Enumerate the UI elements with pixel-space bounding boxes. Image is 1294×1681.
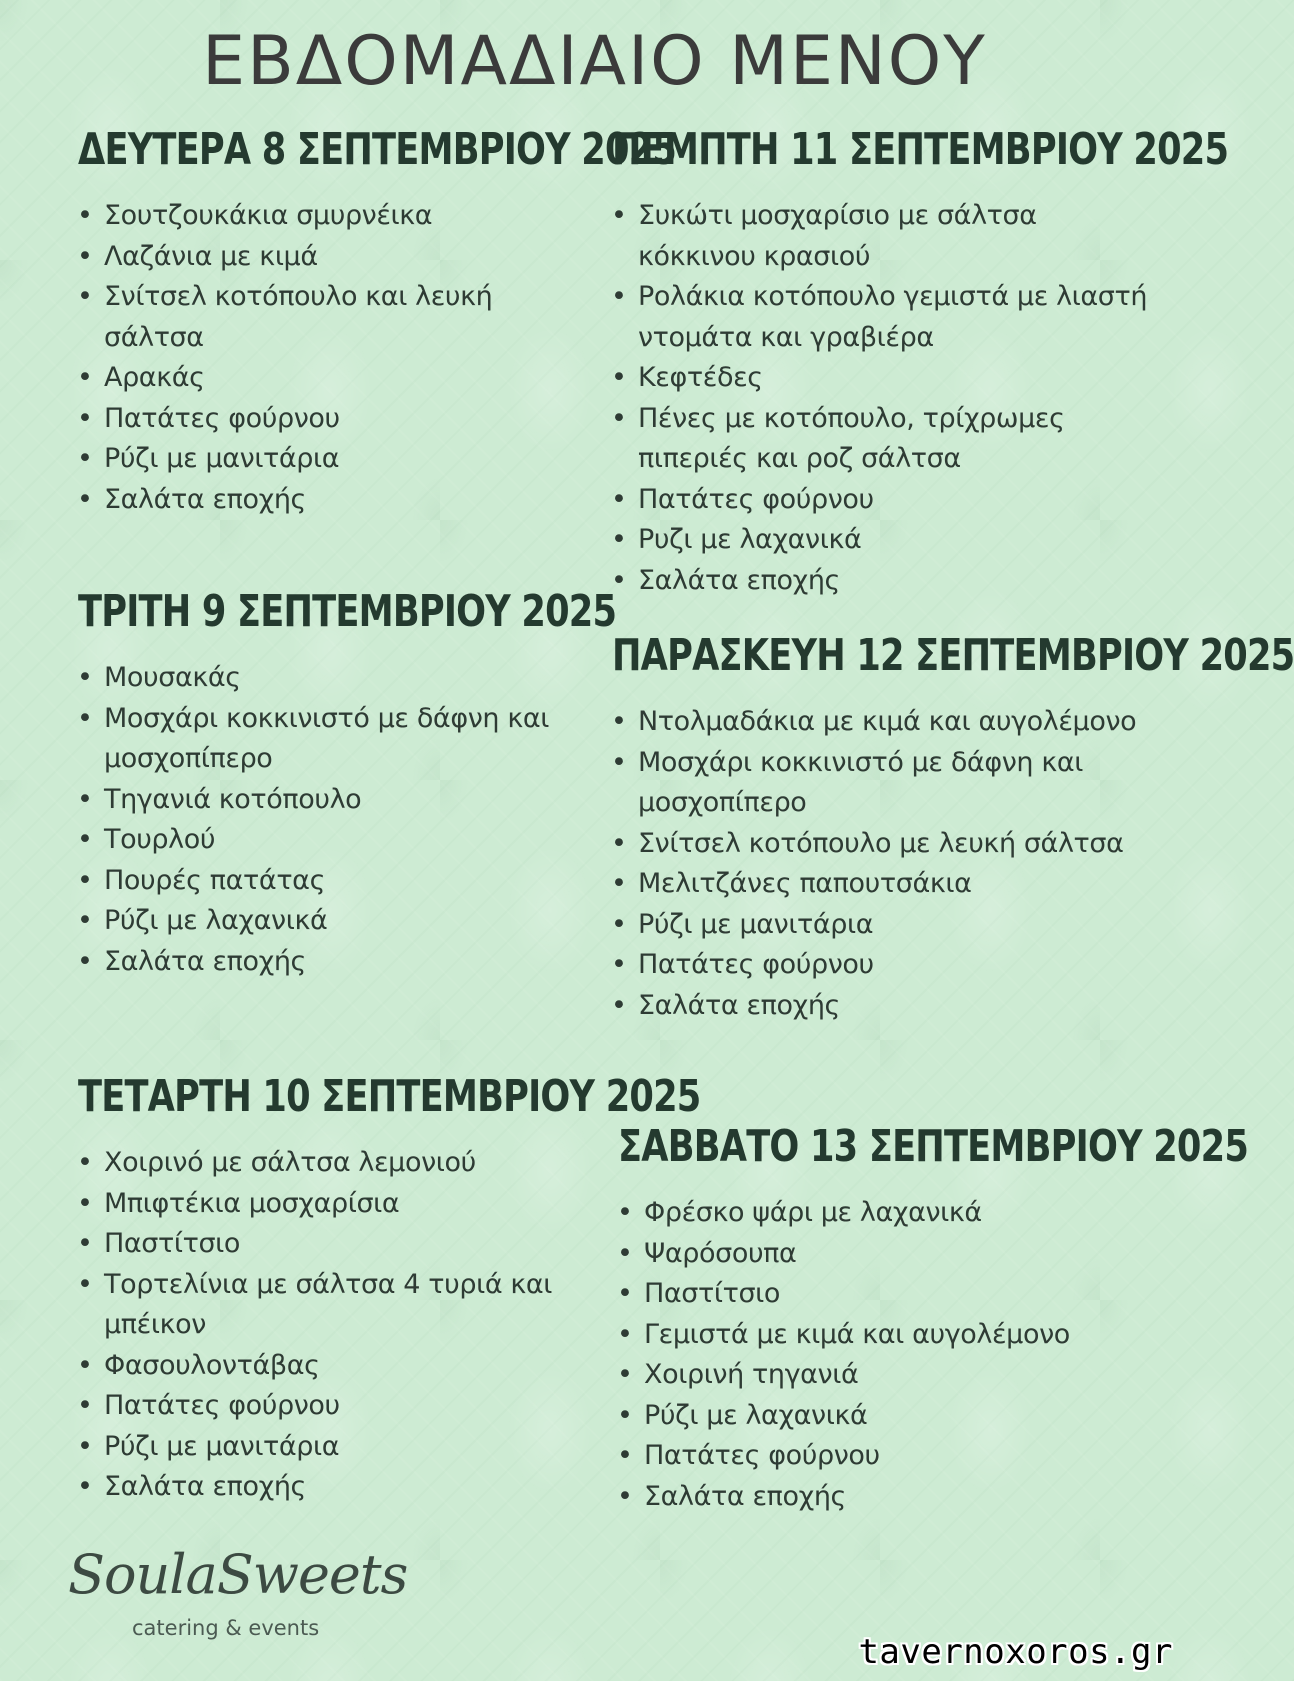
dish-item: • Κεφτέδες — [607, 358, 1152, 399]
dish-list — [73, 196, 598, 520]
dish-item: • Σνίτσελ κοτόπουλο και λευκή σάλτσα — [73, 277, 598, 358]
dish-item: • Παστίτσιο — [613, 1274, 1158, 1315]
dish-item: • Σαλάτα εποχής — [73, 942, 598, 983]
dish-item: • Συκώτι μοσχαρίσιο με σάλτσα κόκκινου κρασιού — [607, 196, 1152, 277]
dish-item: • Φασουλοντάβας — [73, 1346, 598, 1387]
day-title: ΣΑΒΒΑΤΟ 13 ΣΕΠΤΕΜΒΡΙΟΥ 2025 — [618, 1121, 1249, 1172]
dish-item: • Ρύζι με λαχανικά — [73, 901, 598, 942]
day-title: ΤΕΤΑΡΤΗ 10 ΣΕΠΤΕΜΒΡΙΟΥ 2025 — [78, 1071, 701, 1122]
dish-item: • Σαλάτα εποχής — [607, 561, 1152, 602]
day-saturday — [618, 1121, 1249, 1517]
dish-item: • Πατάτες φούρνου — [607, 480, 1152, 521]
dish-item: • Ρύζι με μανιτάρια — [73, 1427, 598, 1468]
dish-item: • Χοιρινό με σάλτσα λεμονιού — [73, 1143, 598, 1184]
dish-item: • Πατάτες φούρνου — [607, 945, 1152, 986]
dish-item: • Πατάτες φούρνου — [613, 1436, 1158, 1477]
dish-item: • Ρύζι με μανιτάρια — [607, 905, 1152, 946]
dish-item: • Παστίτσιο — [73, 1224, 598, 1265]
dish-item: • Σουτζουκάκια σμυρνέικα — [73, 196, 598, 237]
dish-item: • Ντολμαδάκια με κιμά και αυγολέμονο — [607, 702, 1152, 743]
dish-item: • Τουρλού — [73, 820, 598, 861]
dish-item: • Φρέσκο ψάρι με λαχανικά — [613, 1193, 1158, 1234]
day-title: ΤΡΙΤΗ 9 ΣΕΠΤΕΜΒΡΙΟΥ 2025 — [78, 586, 617, 637]
day-tuesday — [78, 586, 617, 982]
dish-item: • Αρακάς — [73, 358, 598, 399]
dish-item: • Ρολάκια κοτόπουλο γεμιστά με λιαστή ντομάτα και γραβιέρα — [607, 277, 1152, 358]
dish-list — [607, 702, 1152, 1026]
dish-item: • Σαλάτα εποχής — [73, 480, 598, 521]
day-thursday — [612, 124, 1229, 601]
day-title: ΔΕΥΤΕΡΑ 8 ΣΕΠΤΕΜΒΡΙΟΥ 2025 — [78, 124, 677, 175]
day-title: ΠΕΜΠΤΗ 11 ΣΕΠΤΕΜΒΡΙΟΥ 2025 — [612, 124, 1229, 175]
day-monday — [78, 124, 677, 520]
dish-item: • Μελιτζάνες παπουτσάκια — [607, 864, 1152, 905]
day-friday — [612, 630, 1294, 1026]
dish-item: • Μοσχάρι κοκκινιστό με δάφνη και μοσχοπίπερο — [607, 743, 1152, 824]
dish-item: • Πένες με κοτόπουλο, τρίχρωμες πιπεριές και ροζ σάλτσα — [607, 399, 1152, 480]
day-wednesday — [78, 1071, 701, 1508]
dish-item: • Σαλάτα εποχής — [613, 1477, 1158, 1518]
dish-item: • Σαλάτα εποχής — [607, 986, 1152, 1027]
dish-item: • Πουρές πατάτας — [73, 861, 598, 902]
dish-item: • Τορτελίνια με σάλτσα 4 τυριά και μπέικον — [73, 1265, 598, 1346]
dish-item: • Ψαρόσουπα — [613, 1234, 1158, 1275]
dish-item: • Μουσακάς — [73, 658, 598, 699]
dish-list — [73, 1143, 598, 1508]
brand-logo — [68, 1543, 408, 1658]
dish-item: • Σαλάτα εποχής — [73, 1467, 598, 1508]
dish-item: • Πατάτες φούρνου — [73, 399, 598, 440]
dish-item: • Ρύζι με λαχανικά — [613, 1396, 1158, 1437]
dish-item: • Τηγανιά κοτόπουλο — [73, 780, 598, 821]
dish-item: • Μοσχάρι κοκκινιστό με δάφνη και μοσχοπίπερο — [73, 699, 598, 780]
dish-item: • Πατάτες φούρνου — [73, 1386, 598, 1427]
dish-list — [73, 658, 598, 982]
logo-wordmark: SoulaSweets — [68, 1543, 408, 1606]
dish-item: • Λαζάνια με κιμά — [73, 237, 598, 278]
dish-item: • Γεμιστά με κιμά και αυγολέμονο — [613, 1315, 1158, 1356]
logo-tagline: catering & events — [132, 1616, 320, 1640]
dish-item: • Μπιφτέκια μοσχαρίσια — [73, 1184, 598, 1225]
dish-list — [613, 1193, 1158, 1517]
page-title: ΕΒΔΟΜΑΔΙΑΙΟ ΜΕΝΟΥ — [202, 22, 987, 101]
dish-item: • Σνίτσελ κοτόπουλο με λευκή σάλτσα — [607, 824, 1152, 865]
dish-item: • Ρύζι με μανιτάρια — [73, 439, 598, 480]
dish-list — [607, 196, 1152, 601]
dish-item: • Ρυζι με λαχανικά — [607, 520, 1152, 561]
site-watermark: tavernoxoros.gr — [858, 1632, 1173, 1672]
day-title: ΠΑΡΑΣΚΕΥΗ 12 ΣΕΠΤΕΜΒΡΙΟΥ 2025 — [612, 630, 1294, 681]
dish-item: • Χοιρινή τηγανιά — [613, 1355, 1158, 1396]
